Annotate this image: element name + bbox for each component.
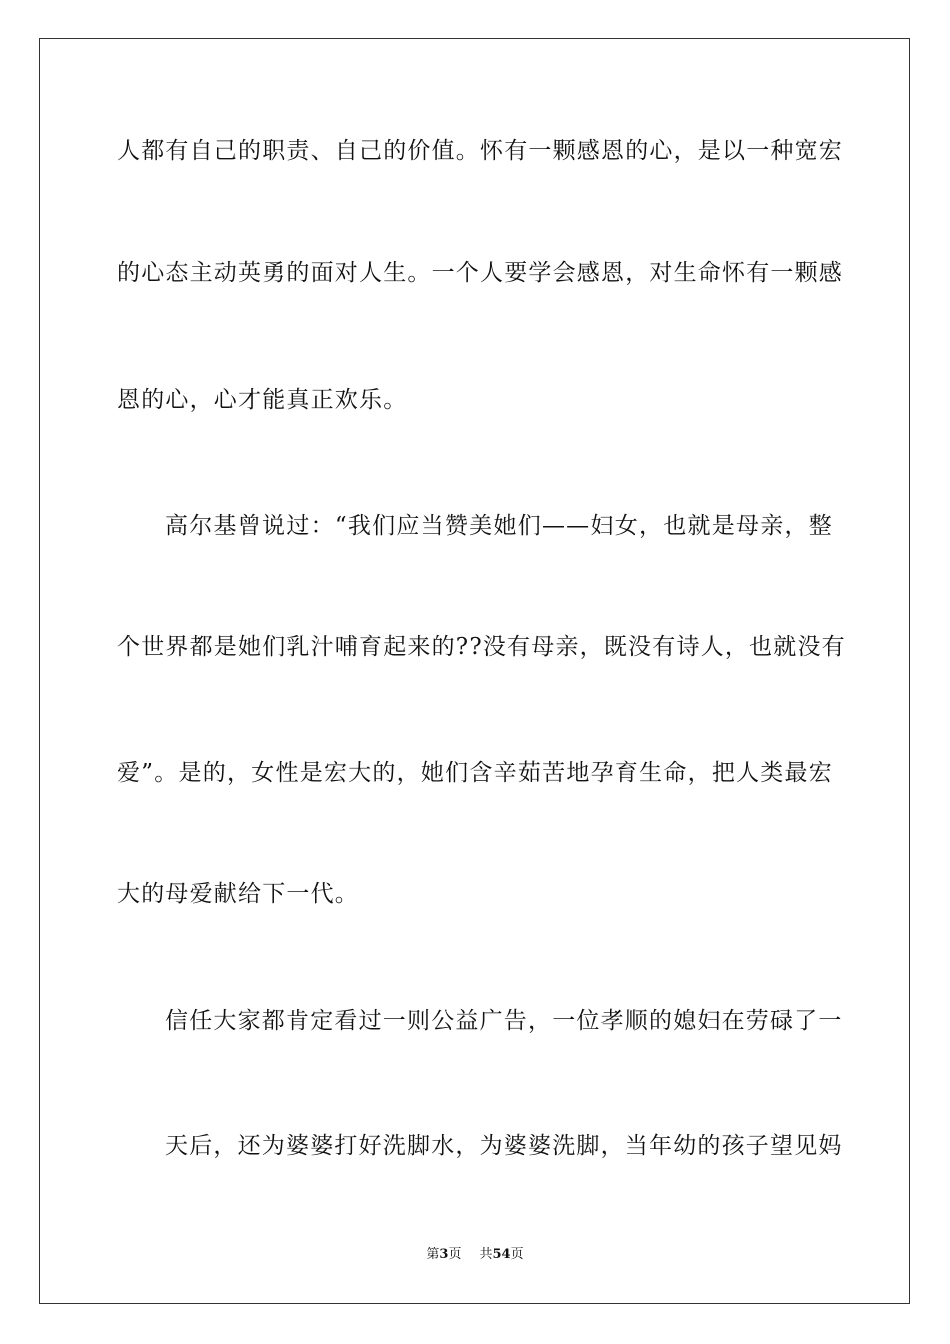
body-line-9: 天后，还为婆婆打好洗脚水，为婆婆洗脚，当年幼的孩子望见妈 bbox=[165, 1133, 843, 1159]
footer-total-prefix: 共 bbox=[479, 1247, 493, 1262]
footer-total-pages: 54 bbox=[492, 1247, 511, 1262]
page-border bbox=[39, 38, 910, 1304]
body-line-3: 恩的心，心才能真正欢乐。 bbox=[117, 387, 408, 413]
page-footer bbox=[0, 1246, 950, 1264]
footer-page-number: 3 bbox=[439, 1247, 449, 1262]
footer-page-suffix: 页 bbox=[448, 1247, 462, 1262]
body-line-2: 的心态主动英勇的面对人生。一个人要学会感恩，对生命怀有一颗感 bbox=[117, 260, 843, 286]
body-line-7: 大的母爱献给下一代。 bbox=[117, 881, 359, 907]
footer-page-prefix: 第 bbox=[426, 1247, 440, 1262]
body-line-5: 个世界都是她们乳汁哺育起来的??没有母亲，既没有诗人，也就没有 bbox=[117, 634, 846, 660]
body-line-1: 人都有自己的职责、自己的价值。怀有一颗感恩的心，是以一种宽宏 bbox=[117, 138, 843, 164]
footer-total-suffix: 页 bbox=[510, 1247, 524, 1262]
body-line-4: 高尔基曾说过：“我们应当赞美她们——妇女，也就是母亲，整 bbox=[165, 513, 833, 539]
body-line-6: 爱”。是的，女性是宏大的，她们含辛茹苦地孕育生命，把人类最宏 bbox=[117, 760, 833, 786]
body-line-8: 信任大家都肯定看过一则公益广告，一位孝顺的媳妇在劳碌了一 bbox=[165, 1008, 843, 1034]
